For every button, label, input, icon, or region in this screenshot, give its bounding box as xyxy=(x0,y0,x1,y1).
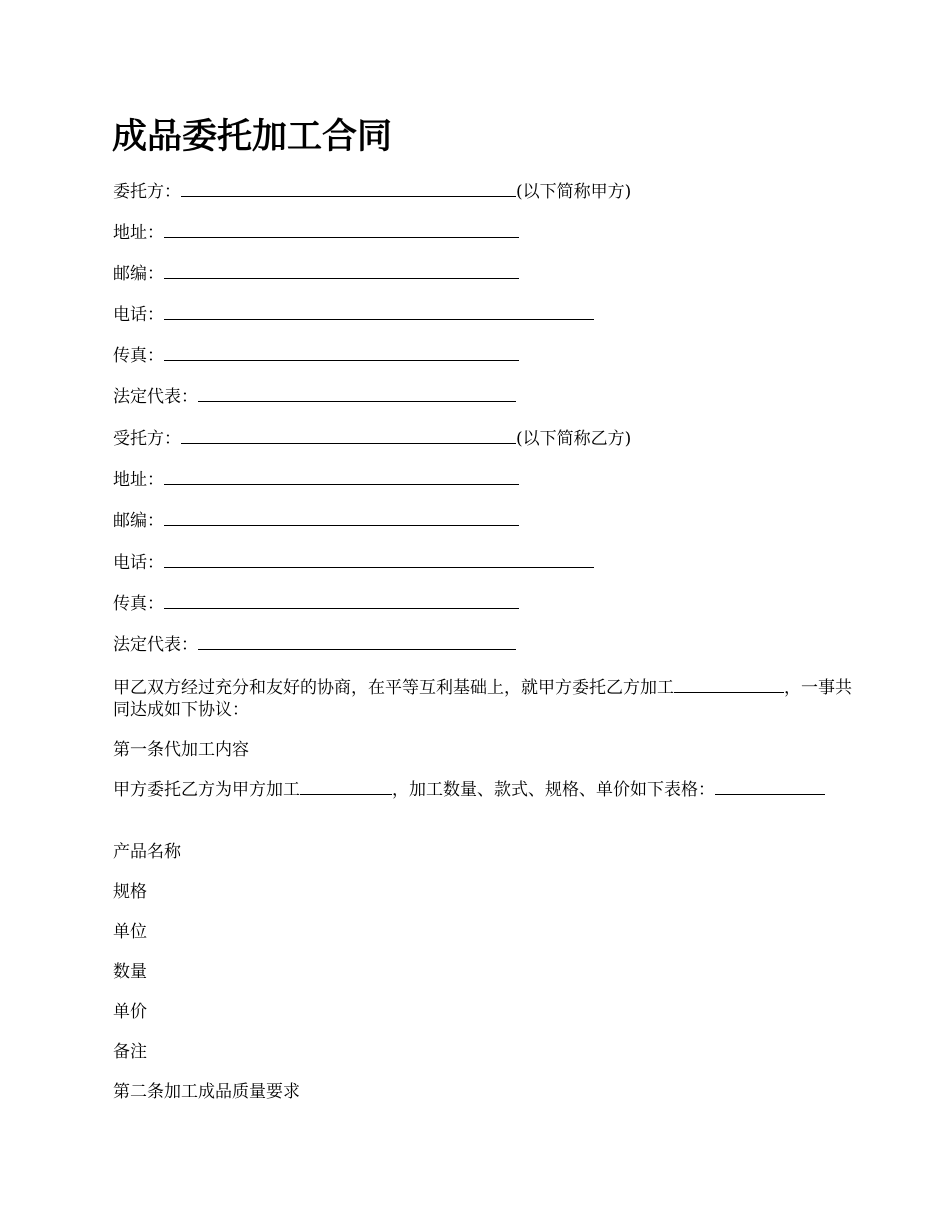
party-a-fax-label: 传真： xyxy=(113,346,164,366)
party-b-address-line xyxy=(113,469,519,491)
table-field-spec: 规格 xyxy=(113,882,147,902)
party-b-rep-blank xyxy=(198,634,516,650)
document-title: 成品委托加工合同 xyxy=(112,116,393,157)
party-a-name-blank xyxy=(181,181,516,197)
party-b-address-label: 地址： xyxy=(113,470,164,490)
party-a-postcode-blank xyxy=(164,263,519,279)
intro-subject-blank xyxy=(674,677,784,693)
article-1-table-blank xyxy=(715,779,825,795)
table-field-unit: 单位 xyxy=(113,922,147,942)
party-b-name-blank xyxy=(181,428,516,444)
party-b-postcode-line xyxy=(113,510,519,532)
table-field-quantity: 数量 xyxy=(113,962,147,982)
article-1-paragraph xyxy=(113,779,853,801)
party-b-rep-line xyxy=(113,634,516,656)
table-field-product-name: 产品名称 xyxy=(113,842,181,862)
party-a-rep-blank xyxy=(198,386,516,402)
party-b-name-label: 受托方： xyxy=(113,429,181,449)
party-a-fax-line xyxy=(113,345,519,367)
party-b-name-suffix: (以下简称乙方) xyxy=(516,429,632,449)
article-1-product-blank xyxy=(300,779,392,795)
party-a-postcode-label: 邮编： xyxy=(113,264,164,284)
party-a-rep-label: 法定代表： xyxy=(113,387,198,407)
party-b-address-blank xyxy=(164,469,519,485)
party-a-address-blank xyxy=(164,222,519,238)
party-b-fax-line xyxy=(113,593,519,615)
party-a-phone-line xyxy=(113,304,594,326)
intro-text-after: ，一事共同达成如下协议： xyxy=(113,678,852,720)
table-field-remark: 备注 xyxy=(113,1042,147,1062)
party-a-name-line xyxy=(113,181,631,203)
party-a-fax-blank xyxy=(164,345,519,361)
party-b-postcode-label: 邮编： xyxy=(113,511,164,531)
article-1-heading: 第一条代加工内容 xyxy=(113,740,249,760)
party-b-phone-line xyxy=(113,552,594,574)
article-1-text-before: 甲方委托乙方为甲方加工 xyxy=(113,780,300,800)
intro-paragraph xyxy=(113,677,853,721)
article-2-heading: 第二条加工成品质量要求 xyxy=(113,1082,300,1102)
party-a-name-label: 委托方： xyxy=(113,182,181,202)
party-a-address-label: 地址： xyxy=(113,223,164,243)
party-b-name-line xyxy=(113,428,631,450)
party-a-phone-blank xyxy=(164,304,594,320)
party-a-postcode-line xyxy=(113,263,519,285)
party-b-phone-blank xyxy=(164,552,594,568)
intro-text-before: 甲乙双方经过充分和友好的协商，在平等互利基础上，就甲方委托乙方加工 xyxy=(113,678,674,698)
party-a-name-suffix: (以下简称甲方) xyxy=(516,182,632,202)
party-a-address-line xyxy=(113,222,519,244)
party-a-rep-line xyxy=(113,386,516,408)
party-b-rep-label: 法定代表： xyxy=(113,635,198,655)
party-b-phone-label: 电话： xyxy=(113,553,164,573)
table-field-unit-price: 单价 xyxy=(113,1002,147,1022)
party-b-fax-blank xyxy=(164,593,519,609)
party-b-postcode-blank xyxy=(164,510,519,526)
party-a-phone-label: 电话： xyxy=(113,305,164,325)
article-1-text-after: ，加工数量、款式、规格、单价如下表格： xyxy=(392,780,715,800)
party-b-fax-label: 传真： xyxy=(113,594,164,614)
